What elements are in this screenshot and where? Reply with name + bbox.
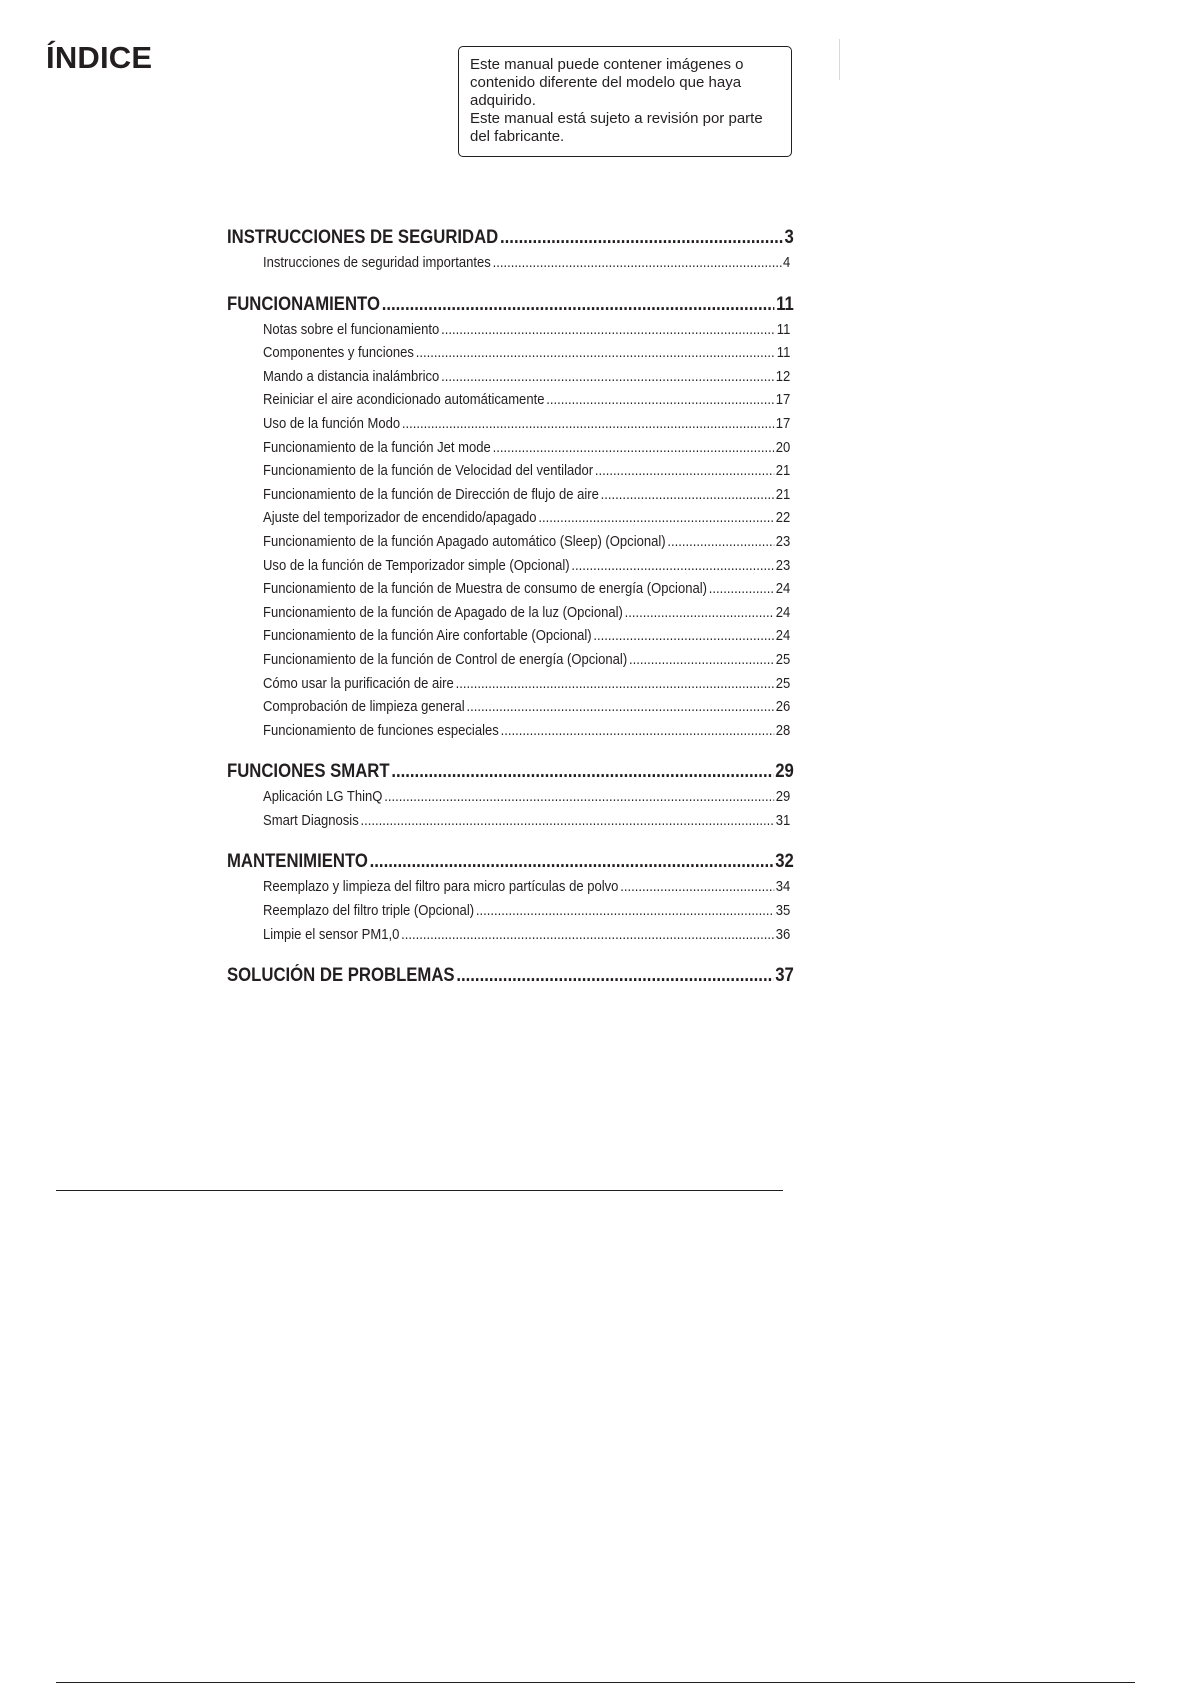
- toc-subentry-title: Funcionamiento de la función Apagado automático (Sleep) (Opcional): [263, 533, 666, 550]
- toc-chapter-title: MANTENIMIENTO: [227, 851, 368, 873]
- toc-subentry-title: Funcionamiento de la función de Muestra de consumo de energía (Opcional): [263, 581, 707, 598]
- toc-chapter-title: FUNCIONES SMART: [227, 761, 390, 783]
- toc-page-number: 25: [775, 651, 791, 668]
- toc-subentry-title: Uso de la función de Temporizador simple (Opcional): [263, 557, 570, 574]
- toc-subentry-title: Funcionamiento de la función Aire confortable (Opcional): [263, 628, 592, 645]
- toc-subentry[interactable]: [227, 876, 790, 900]
- toc-subentry[interactable]: [227, 625, 790, 649]
- toc-chapter-entry[interactable]: [227, 291, 794, 319]
- toc-page-number: 28: [775, 722, 791, 739]
- table-of-contents: [227, 224, 794, 1005]
- toc-subentry-title: Funcionamiento de la función Jet mode: [263, 439, 491, 456]
- toc-subentry-title: Comprobación de limpieza general: [263, 699, 465, 716]
- dot-leader: [493, 252, 782, 276]
- notice-text-revision: Este manual está sujeto a revisión por parte del fabricante.: [470, 110, 763, 145]
- toc-page-number: 34: [775, 879, 791, 896]
- toc-subentry[interactable]: [227, 437, 790, 461]
- toc-page-number: 31: [775, 812, 791, 829]
- toc-subentry[interactable]: [227, 531, 790, 555]
- toc-chapter-title: INSTRUCCIONES DE SEGURIDAD: [227, 227, 499, 248]
- toc-page-number: 11: [776, 293, 794, 315]
- margin-divider: [839, 39, 840, 80]
- dot-leader: [625, 602, 774, 626]
- toc-subentry[interactable]: [227, 673, 790, 697]
- dot-leader: [402, 413, 774, 437]
- toc-page-number: 22: [775, 510, 791, 527]
- toc-page-number: 32: [775, 851, 794, 873]
- content-divider: [56, 1190, 783, 1191]
- toc-subentry[interactable]: [227, 810, 790, 834]
- toc-subentry[interactable]: [227, 900, 790, 924]
- toc-page-number: 24: [775, 581, 791, 598]
- dot-leader: [593, 625, 774, 649]
- toc-subentry[interactable]: [227, 578, 790, 602]
- toc-subentry[interactable]: [227, 413, 790, 437]
- toc-chapter-entry[interactable]: [227, 224, 794, 252]
- toc-chapter-entry[interactable]: [227, 848, 794, 876]
- dot-leader: [466, 696, 774, 720]
- toc-subentry-title: Reemplazo del filtro triple (Opcional): [263, 903, 475, 920]
- toc-subentry[interactable]: [227, 319, 790, 343]
- toc-subentry-title: Ajuste del temporizador de encendido/apagado: [263, 510, 537, 527]
- toc-subentry-title: Smart Diagnosis: [263, 812, 359, 829]
- toc-subentry[interactable]: [227, 602, 790, 626]
- dot-leader: [441, 366, 774, 390]
- toc-chapter-title: FUNCIONAMIENTO: [227, 293, 380, 315]
- toc-subentry-title: Funcionamiento de funciones especiales: [263, 722, 499, 739]
- toc-page-number: 25: [775, 675, 791, 692]
- toc-page-number: 11: [776, 321, 791, 338]
- dot-leader: [501, 720, 774, 744]
- dot-leader: [595, 460, 774, 484]
- toc-section: [227, 758, 794, 833]
- toc-subentry-title: Funcionamiento de la función de Control de energía (Opcional): [263, 651, 628, 668]
- footer-divider: [56, 1682, 1135, 1683]
- toc-subentry[interactable]: [227, 484, 790, 508]
- toc-page-number: 21: [775, 463, 791, 480]
- toc-page-number: 21: [775, 486, 791, 503]
- toc-page-number: 24: [775, 604, 791, 621]
- toc-subentry-title: Funcionamiento de la función de Velocidad del ventilador: [263, 463, 594, 480]
- dot-leader: [401, 924, 774, 948]
- toc-subentry-title: Instrucciones de seguridad importantes: [263, 255, 491, 271]
- dot-leader: [476, 900, 774, 924]
- dot-leader: [571, 555, 774, 579]
- toc-page-number: 37: [775, 965, 794, 987]
- toc-page-number: 20: [775, 439, 791, 456]
- toc-page-number: 17: [775, 415, 791, 432]
- dot-leader: [667, 531, 774, 555]
- toc-subentry-title: Reiniciar el aire acondicionado automáticamente: [263, 392, 545, 409]
- toc-page-number: 11: [776, 345, 791, 362]
- toc-page-number: 3: [784, 227, 794, 248]
- dot-leader: [620, 876, 774, 900]
- toc-subentry[interactable]: [227, 507, 790, 531]
- toc-subentry[interactable]: [227, 366, 790, 390]
- toc-page-number: 29: [775, 761, 794, 783]
- toc-page-number: 23: [775, 533, 791, 550]
- dot-leader: [456, 962, 773, 990]
- toc-chapter-title: SOLUCIÓN DE PROBLEMAS: [227, 965, 455, 987]
- dot-leader: [370, 848, 774, 876]
- toc-page-number: 29: [775, 789, 791, 806]
- toc-subentry-title: Uso de la función Modo: [263, 415, 401, 432]
- toc-page-number: 24: [775, 628, 791, 645]
- toc-subentry-title: Mando a distancia inalámbrico: [263, 368, 440, 385]
- toc-subentry[interactable]: [227, 252, 790, 276]
- toc-page-number: 35: [775, 903, 791, 920]
- toc-page-number: 26: [775, 699, 791, 716]
- toc-page-number: 17: [775, 392, 791, 409]
- dot-leader: [416, 342, 775, 366]
- toc-page-number: 23: [775, 557, 791, 574]
- dot-leader: [709, 578, 774, 602]
- notice-box: [458, 46, 792, 157]
- dot-leader: [361, 810, 774, 834]
- dot-leader: [493, 437, 774, 461]
- dot-leader: [629, 649, 774, 673]
- toc-section: [227, 848, 794, 947]
- dot-leader: [441, 319, 775, 343]
- toc-section: [227, 224, 794, 276]
- toc-section: [227, 291, 794, 744]
- notice-text-model: Este manual puede contener imágenes o contenido diferente del modelo que haya adquirido.: [470, 56, 744, 109]
- dot-leader: [456, 673, 774, 697]
- toc-page-number: 12: [775, 368, 791, 385]
- dot-leader: [601, 484, 774, 508]
- toc-subentry-title: Cómo usar la purificación de aire: [263, 675, 454, 692]
- toc-subentry[interactable]: [227, 649, 790, 673]
- toc-subentry[interactable]: [227, 555, 790, 579]
- toc-chapter-entry[interactable]: [227, 758, 794, 786]
- dot-leader: [538, 507, 774, 531]
- toc-subentry[interactable]: [227, 342, 790, 366]
- toc-subentry[interactable]: [227, 924, 790, 948]
- toc-subentry-title: Aplicación LG ThinQ: [263, 789, 383, 806]
- page-title: ÍNDICE: [46, 40, 153, 75]
- toc-subentry[interactable]: [227, 720, 790, 744]
- toc-subentry[interactable]: [227, 696, 790, 720]
- toc-subentry[interactable]: [227, 786, 790, 810]
- dot-leader: [500, 224, 783, 252]
- toc-subentry-title: Notas sobre el funcionamiento: [263, 321, 440, 338]
- toc-section: [227, 962, 794, 990]
- toc-chapter-entry[interactable]: [227, 962, 794, 990]
- toc-subentry-title: Funcionamiento de la función de Apagado de la luz (Opcional): [263, 604, 623, 621]
- dot-leader: [546, 389, 774, 413]
- dot-leader: [391, 758, 773, 786]
- dot-leader: [382, 291, 775, 319]
- toc-subentry-title: Funcionamiento de la función de Dirección de flujo de aire: [263, 486, 599, 503]
- dot-leader: [384, 786, 774, 810]
- toc-subentry[interactable]: [227, 460, 790, 484]
- toc-subentry-title: Componentes y funciones: [263, 345, 414, 362]
- toc-page-number: 4: [783, 255, 791, 271]
- toc-subentry-title: Limpie el sensor PM1,0: [263, 926, 400, 943]
- toc-page-number: 36: [775, 926, 791, 943]
- toc-subentry[interactable]: [227, 389, 790, 413]
- toc-subentry-title: Reemplazo y limpieza del filtro para micro partículas de polvo: [263, 879, 619, 896]
